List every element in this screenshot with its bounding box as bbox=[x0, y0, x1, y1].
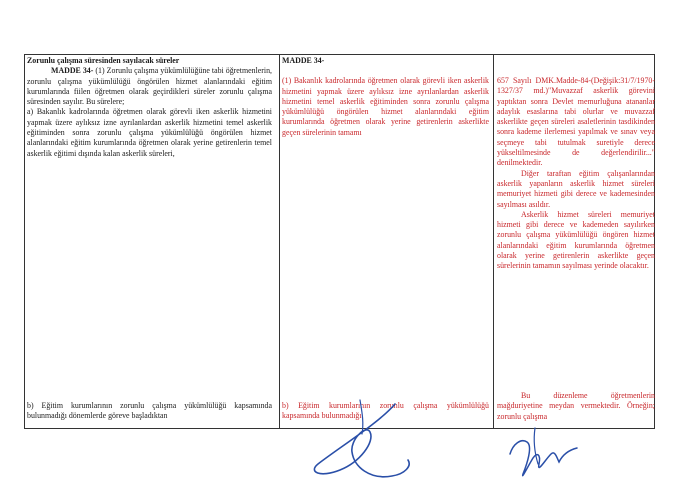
item-b-block bbox=[27, 401, 272, 422]
justification-para-4: Bu düzenleme öğretmenlerin mağduriyetine meydan vermektedir. Örneğin; zorunlu çalışma bbox=[497, 391, 655, 421]
signature-mark-1 bbox=[300, 392, 430, 487]
proposed-item-1: (1) Bakanlık kadrolarında öğretmen olarak görevli iken askerlik hizmetini yapmak üzere aylıksız izne ayrılanlardan askerlik hizmetini temel askerlik eğitiminden sonra zorunlu çalışma yükümlülüğü öngörülen hizmet alanlarındaki eğitim kurumlarında öğretmen olarak yerine getirenlerin askerlikte geçen sürelerinin tamamı bbox=[282, 76, 489, 137]
paragraph-1-text: (1) Zorunlu çalışma yükümlülüğüne tabi öğretmenlerin, zorunlu çalışma yükümlülüğü öngörülen hizmet alanlarındaki eğitim kurumlarında fiilen öğretmen olarak geçirdikleri süreler zorunlu çalışma süresinden sayılır. Bu sürelere; bbox=[27, 66, 272, 107]
madde-34-heading: MADDE 34- bbox=[282, 56, 325, 65]
justification-para-4-block bbox=[497, 391, 655, 422]
justification-para-1: 657 Sayılı DMK.Madde-84-(Değişik:31/7/1970-1327/37 md.)"Muvazzaf askerlik görevini yaptıktan sonra Devlet memurluğuna atananlar adaylık esaslarına tabi olurlar ve muvazzaf askerlikte geçen süreleri asaletlerinin tasdikinden sonra kademe ilerlemesi yapılmak ve sınav veya seçmeye tabi tutulmak suretiyle derece yükseltilmesinde de değerlendirilir..." denilmektedir. bbox=[497, 76, 655, 168]
justification-para-3: Askerlik hizmet süreleri memuriyet hizmeti gibi derece ve kademeden sayılırken zorunlu çalışma yükümlülüğü öngören hizmet alanlarındaki eğitim kurumlarında öğretmen olarak yerine getirenlerin askerlikte geçen sürelerinin tamamın sayılması yerinde olacaktır. bbox=[497, 209, 655, 271]
section-heading: Zorunlu çalışma süresinden sayılacak süreler bbox=[27, 56, 180, 65]
column-divider-2 bbox=[493, 55, 494, 428]
item-b: b) Eğitim kurumlarının zorunlu çalışma yükümlülüğü kapsamında bulunmadığı dönemlerde göreve başladıktan bbox=[27, 401, 272, 421]
item-a: a) Bakanlık kadrolarında öğretmen olarak görevli iken askerlik hizmetini yapmak üzere aylıksız izne ayrılanlardan askerlik hizmetini temel askerlik eğitiminden sonra zorunlu çalışma yükümlülüğü öngörülen hizmet alanlarındaki eğitim kurumlarında öğretmen olarak yerine getirenlerin temel askerlik eğitimi dışında kalan askerlik süreleri, bbox=[27, 107, 272, 158]
current-text-column bbox=[27, 56, 272, 159]
madde-label: MADDE 34- bbox=[51, 66, 94, 76]
justification-para-2: Diğer taraftan eğitim çalışanlarından askerlik yapanların askerlik hizmet süreleri memuriyet hizmeti gibi derece ve kademesinden sayılması asıldır. bbox=[497, 168, 655, 209]
justification-column bbox=[497, 76, 655, 272]
signature-mark-2 bbox=[505, 424, 585, 486]
proposed-item-b: b) Eğitim kurumlarının zorunlu çalışma yükümlülüğü kapsamında bulunmadığı bbox=[282, 401, 489, 421]
column-divider-1 bbox=[279, 55, 280, 428]
comparison-table bbox=[24, 54, 655, 429]
madde-34-paragraph-1 bbox=[27, 66, 272, 107]
proposed-text-column bbox=[282, 56, 489, 138]
